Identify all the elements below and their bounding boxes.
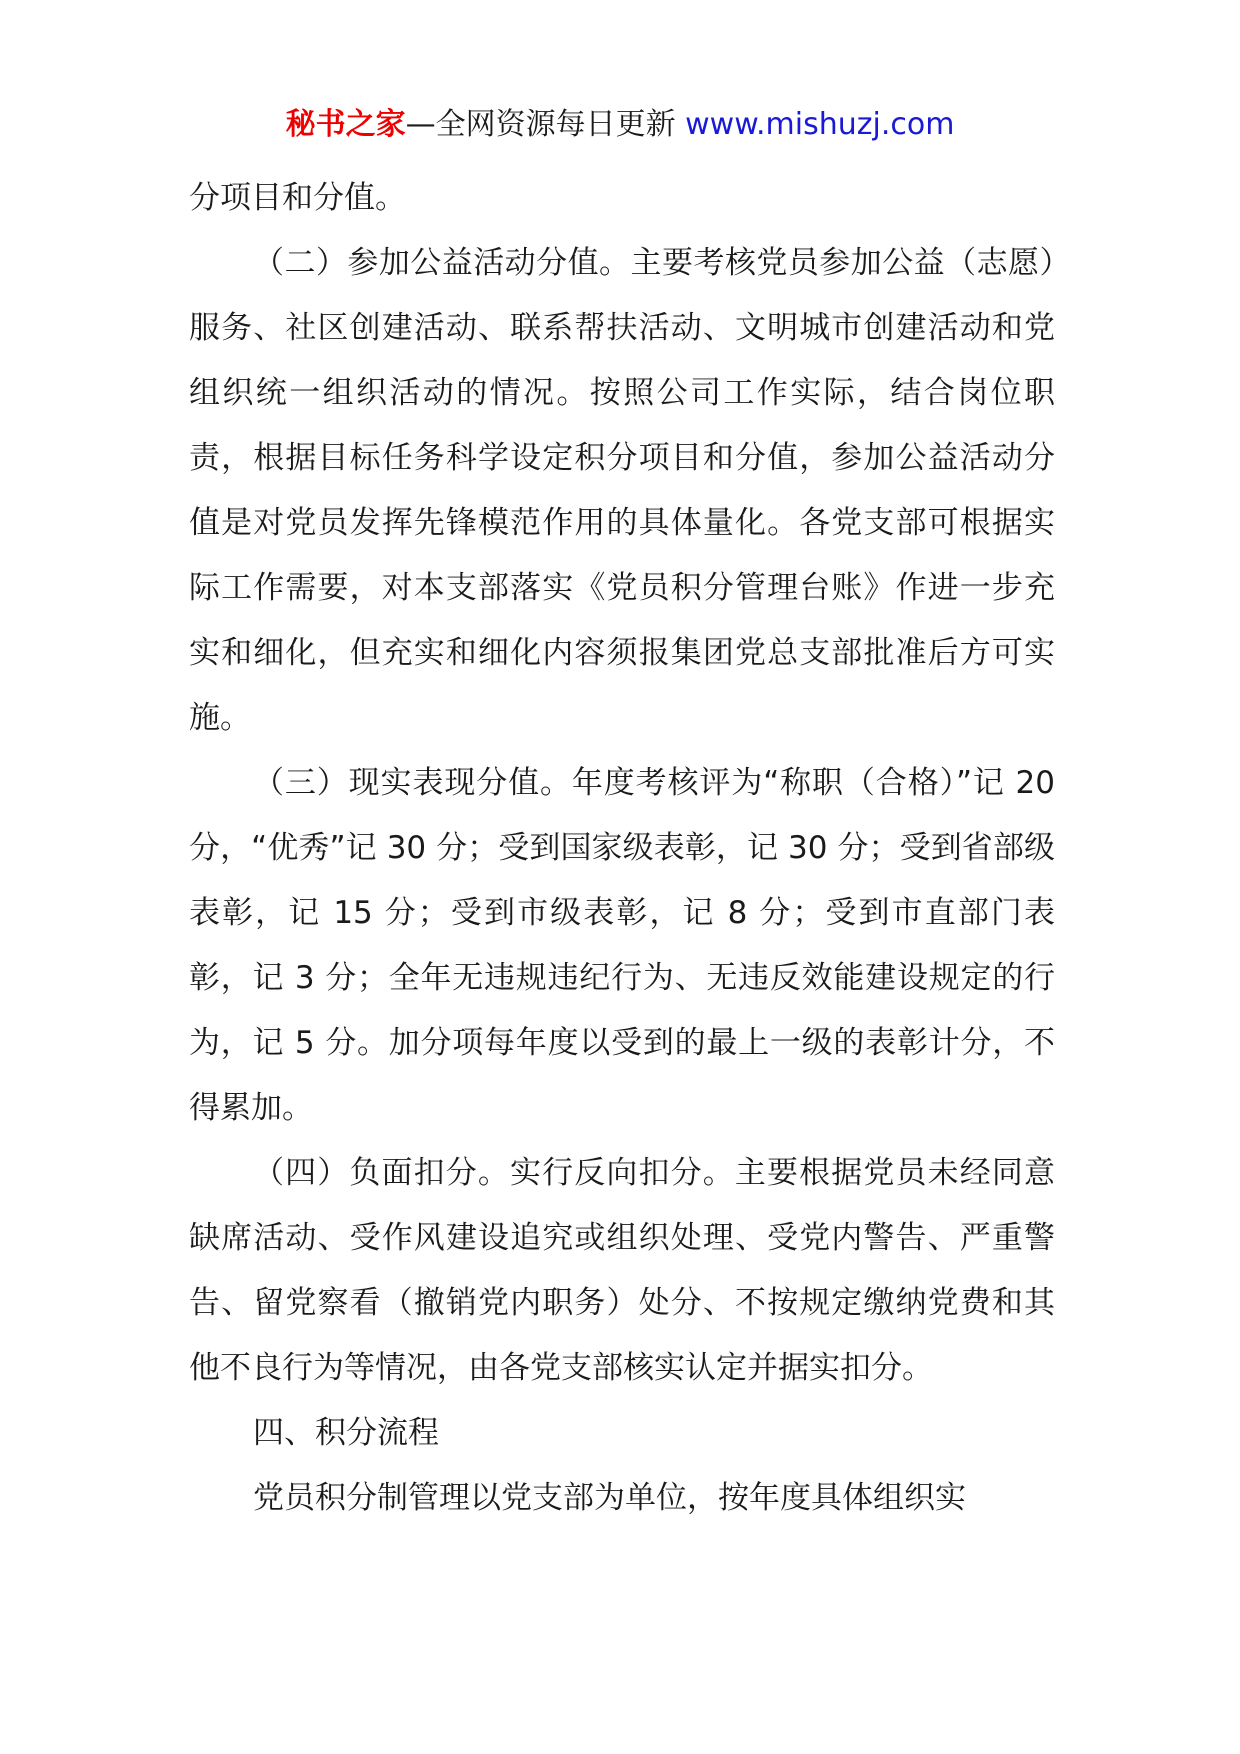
header-brand: 秘书之家 xyxy=(285,107,406,142)
paragraph-performance: （三）现实表现分值。年度考核评为“称职（合格）”记 20 分，“优秀”记 30 分；受到国家级表彰，记 30 分；受到省部级表彰，记 15 分；受到市级表彰，记 8 分；受到市直部门表彰，记 3 分；全年无违规违纪行为、无违反效能建设规定的行为，记 5 分。加分项每年度以受到的最上一级的表彰计分，不得累加。 xyxy=(189,765,1055,1126)
paragraph-process-intro: 党员积分制管理以党支部为单位，按年度具体组织实 xyxy=(253,1480,966,1516)
section-heading-points-process: 四、积分流程 xyxy=(253,1415,439,1451)
header-url[interactable]: www.mishuzj.com xyxy=(685,107,955,142)
paragraph-public-welfare: （二）参加公益活动分值。主要考核党员参加公益（志愿）服务、社区创建活动、联系帮扶活动、文明城市创建活动和党组织统一组织活动的情况。按照公司工作实际，结合岗位职责，根据目标任务科学设定积分项目和分值，参加公益活动分值是对党员发挥先锋模范作用的具体量化。各党支部可根据实际工作需要，对本支部落实《党员积分管理台账》作进一步充实和细化，但充实和细化内容须报集团党总支部批准后方可实施。 xyxy=(189,245,1055,736)
header-slogan: —全网资源每日更新 xyxy=(405,107,686,142)
paragraph-deductions: （四）负面扣分。实行反向扣分。主要根据党员未经同意缺席活动、受作风建设追究或组织处理、受党内警告、严重警告、留党察看（撤销党内职务）处分、不按规定缴纳党费和其他不良行为等情况，由各党支部核实认定并据实扣分。 xyxy=(189,1155,1055,1386)
document-body xyxy=(189,166,1055,1531)
page-header xyxy=(0,102,1240,148)
paragraph-continuation: 分项目和分值。 xyxy=(189,180,406,216)
